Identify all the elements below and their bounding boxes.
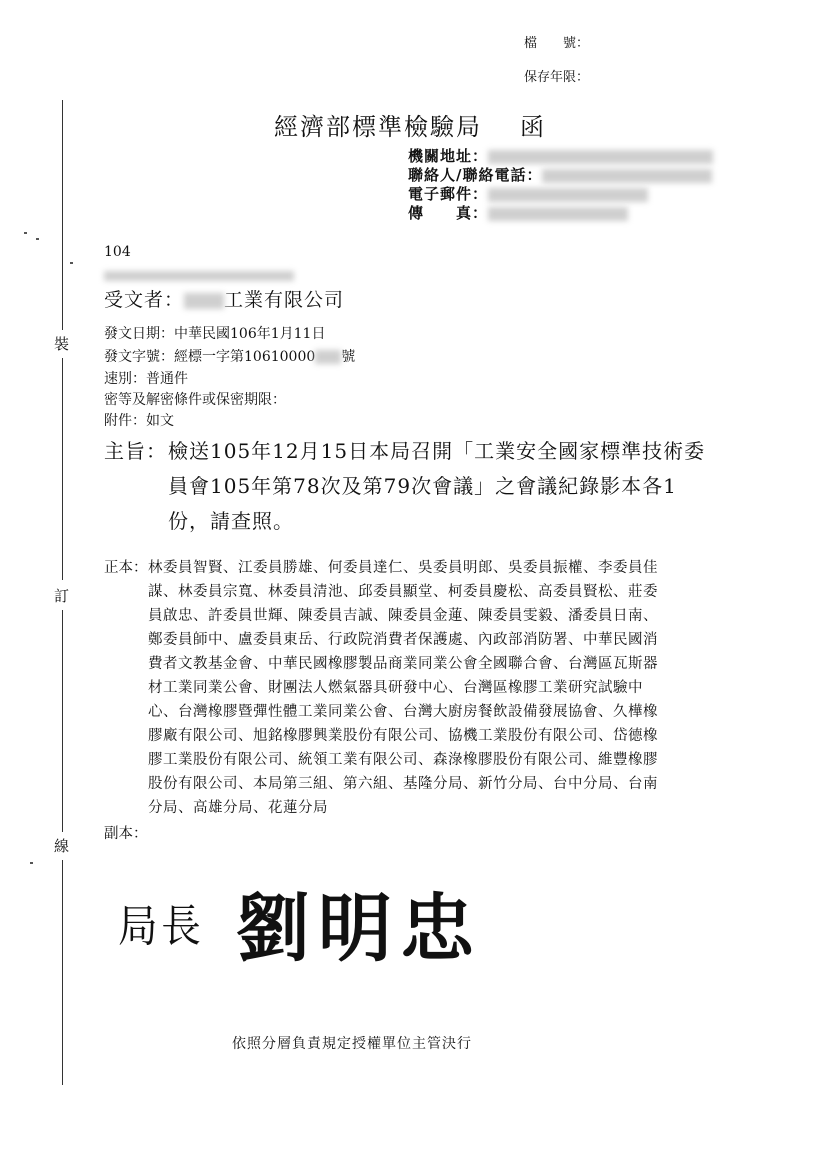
binding-mark-bind: 訂 bbox=[54, 587, 70, 605]
recipient-label: 受文者： bbox=[104, 289, 185, 311]
redacted-fax bbox=[488, 207, 628, 221]
distribution-line: 費者文教基金會、中華民國橡膠製品商業同業公會全國聯合會、台灣區瓦斯器 bbox=[148, 656, 658, 672]
issue-date: 發文日期：中華民國106年1月11日 bbox=[104, 326, 326, 342]
binding-line-segment bbox=[62, 610, 63, 832]
scan-speck bbox=[30, 862, 33, 864]
redacted-contact bbox=[542, 169, 712, 183]
distribution-line: 心、台灣橡膠暨彈性體工業同業公會、台灣大廚房餐飲設備發展協會、久樺橡 bbox=[148, 704, 658, 720]
redacted-email bbox=[488, 188, 648, 202]
distribution-line: 員啟忠、許委員世輝、陳委員吉誠、陳委員金蓮、陳委員雯毅、潘委員日南、 bbox=[148, 608, 658, 624]
distribution-line: 股份有限公司、本局第三組、第六組、基隆分局、新竹分局、台中分局、台南 bbox=[148, 776, 658, 792]
retention-period-label: 保存年限： bbox=[524, 70, 590, 85]
binding-line-segment bbox=[62, 358, 63, 580]
file-number-label: 檔 號： bbox=[524, 36, 590, 51]
distribution-line: 膠工業股份有限公司、統領工業有限公司、森淥橡膠股份有限公司、維豐橡膠 bbox=[148, 752, 658, 768]
scan-speck bbox=[36, 238, 39, 240]
document-type: 函 bbox=[520, 113, 544, 141]
recipient-address bbox=[104, 265, 294, 284]
subject-line: 份，請查照。 bbox=[168, 509, 294, 533]
redacted-company-name bbox=[184, 293, 224, 309]
distribution-line: 謀、林委員宗寬、林委員清池、邱委員顯堂、柯委員慶松、高委員賢松、莊委 bbox=[148, 584, 658, 600]
recipient-company-suffix: 工業有限公司 bbox=[224, 289, 345, 311]
redacted-number bbox=[315, 350, 341, 364]
contact-person-row bbox=[408, 164, 712, 185]
postal-code: 104 bbox=[104, 244, 131, 260]
distribution-line: 分局、高雄分局、花蓮分局 bbox=[148, 800, 328, 816]
contact-email-row bbox=[408, 183, 648, 204]
issue-number: 發文字號：經標一字第10610000 bbox=[104, 349, 316, 365]
subject-line: 員會105年第78次及第79次會議」之會議紀錄影本各1 bbox=[168, 474, 677, 498]
original-recipients-label: 正本： bbox=[104, 560, 148, 576]
redacted-recipient-address bbox=[104, 271, 294, 281]
binding-mark-staple: 裝 bbox=[54, 335, 70, 353]
scan-speck bbox=[70, 262, 73, 264]
email-label: 電子郵件： bbox=[408, 185, 489, 203]
delivery-speed: 速別：普通件 bbox=[104, 371, 188, 387]
distribution-line: 材工業同業公會、財團法人燃氣器具研發中心、台灣區橡膠工業研究試驗中 bbox=[148, 680, 643, 696]
distribution-line: 膠廠有限公司、旭銘橡膠興業股份有限公司、協機工業股份有限公司、岱德橡 bbox=[148, 728, 658, 744]
binding-line-segment bbox=[62, 860, 63, 1085]
fax-label: 傳 真： bbox=[408, 204, 489, 222]
issue-number-suffix: 號 bbox=[341, 349, 356, 365]
scan-speck bbox=[24, 232, 27, 234]
contact-fax-row bbox=[408, 202, 628, 223]
redacted-address bbox=[488, 150, 713, 164]
attachment: 附件：如文 bbox=[104, 413, 174, 429]
subject-line: 檢送105年12月15日本局召開「工業安全國家標準技術委 bbox=[168, 439, 706, 463]
contact-person-label: 聯絡人/聯絡電話： bbox=[408, 166, 543, 184]
distribution-line: 鄭委員師中、盧委員東岳、行政院消費者保護處、內政部消防署、中華民國消 bbox=[148, 632, 658, 648]
agency-title: 經濟部標準檢驗局 bbox=[274, 113, 482, 141]
secrecy-level: 密等及解密條件或保密期限： bbox=[104, 392, 286, 408]
signature-name: 劉明忠 bbox=[236, 886, 482, 972]
authorization-note: 依照分層負責規定授權單位主管決行 bbox=[232, 1036, 472, 1052]
distribution-line: 林委員智賢、江委員勝雄、何委員達仁、吳委員明郎、吳委員振權、李委員佳 bbox=[148, 560, 658, 576]
contact-address-row bbox=[408, 145, 713, 166]
issue-number-row bbox=[104, 346, 355, 366]
copy-recipients-label: 副本： bbox=[104, 826, 148, 842]
binding-mark-line: 線 bbox=[54, 837, 70, 855]
binding-line-segment bbox=[62, 100, 63, 330]
subject-label: 主旨： bbox=[104, 439, 167, 463]
address-label: 機關地址： bbox=[408, 147, 489, 165]
recipient-row bbox=[104, 285, 344, 312]
signature-title: 局長 bbox=[118, 901, 205, 952]
